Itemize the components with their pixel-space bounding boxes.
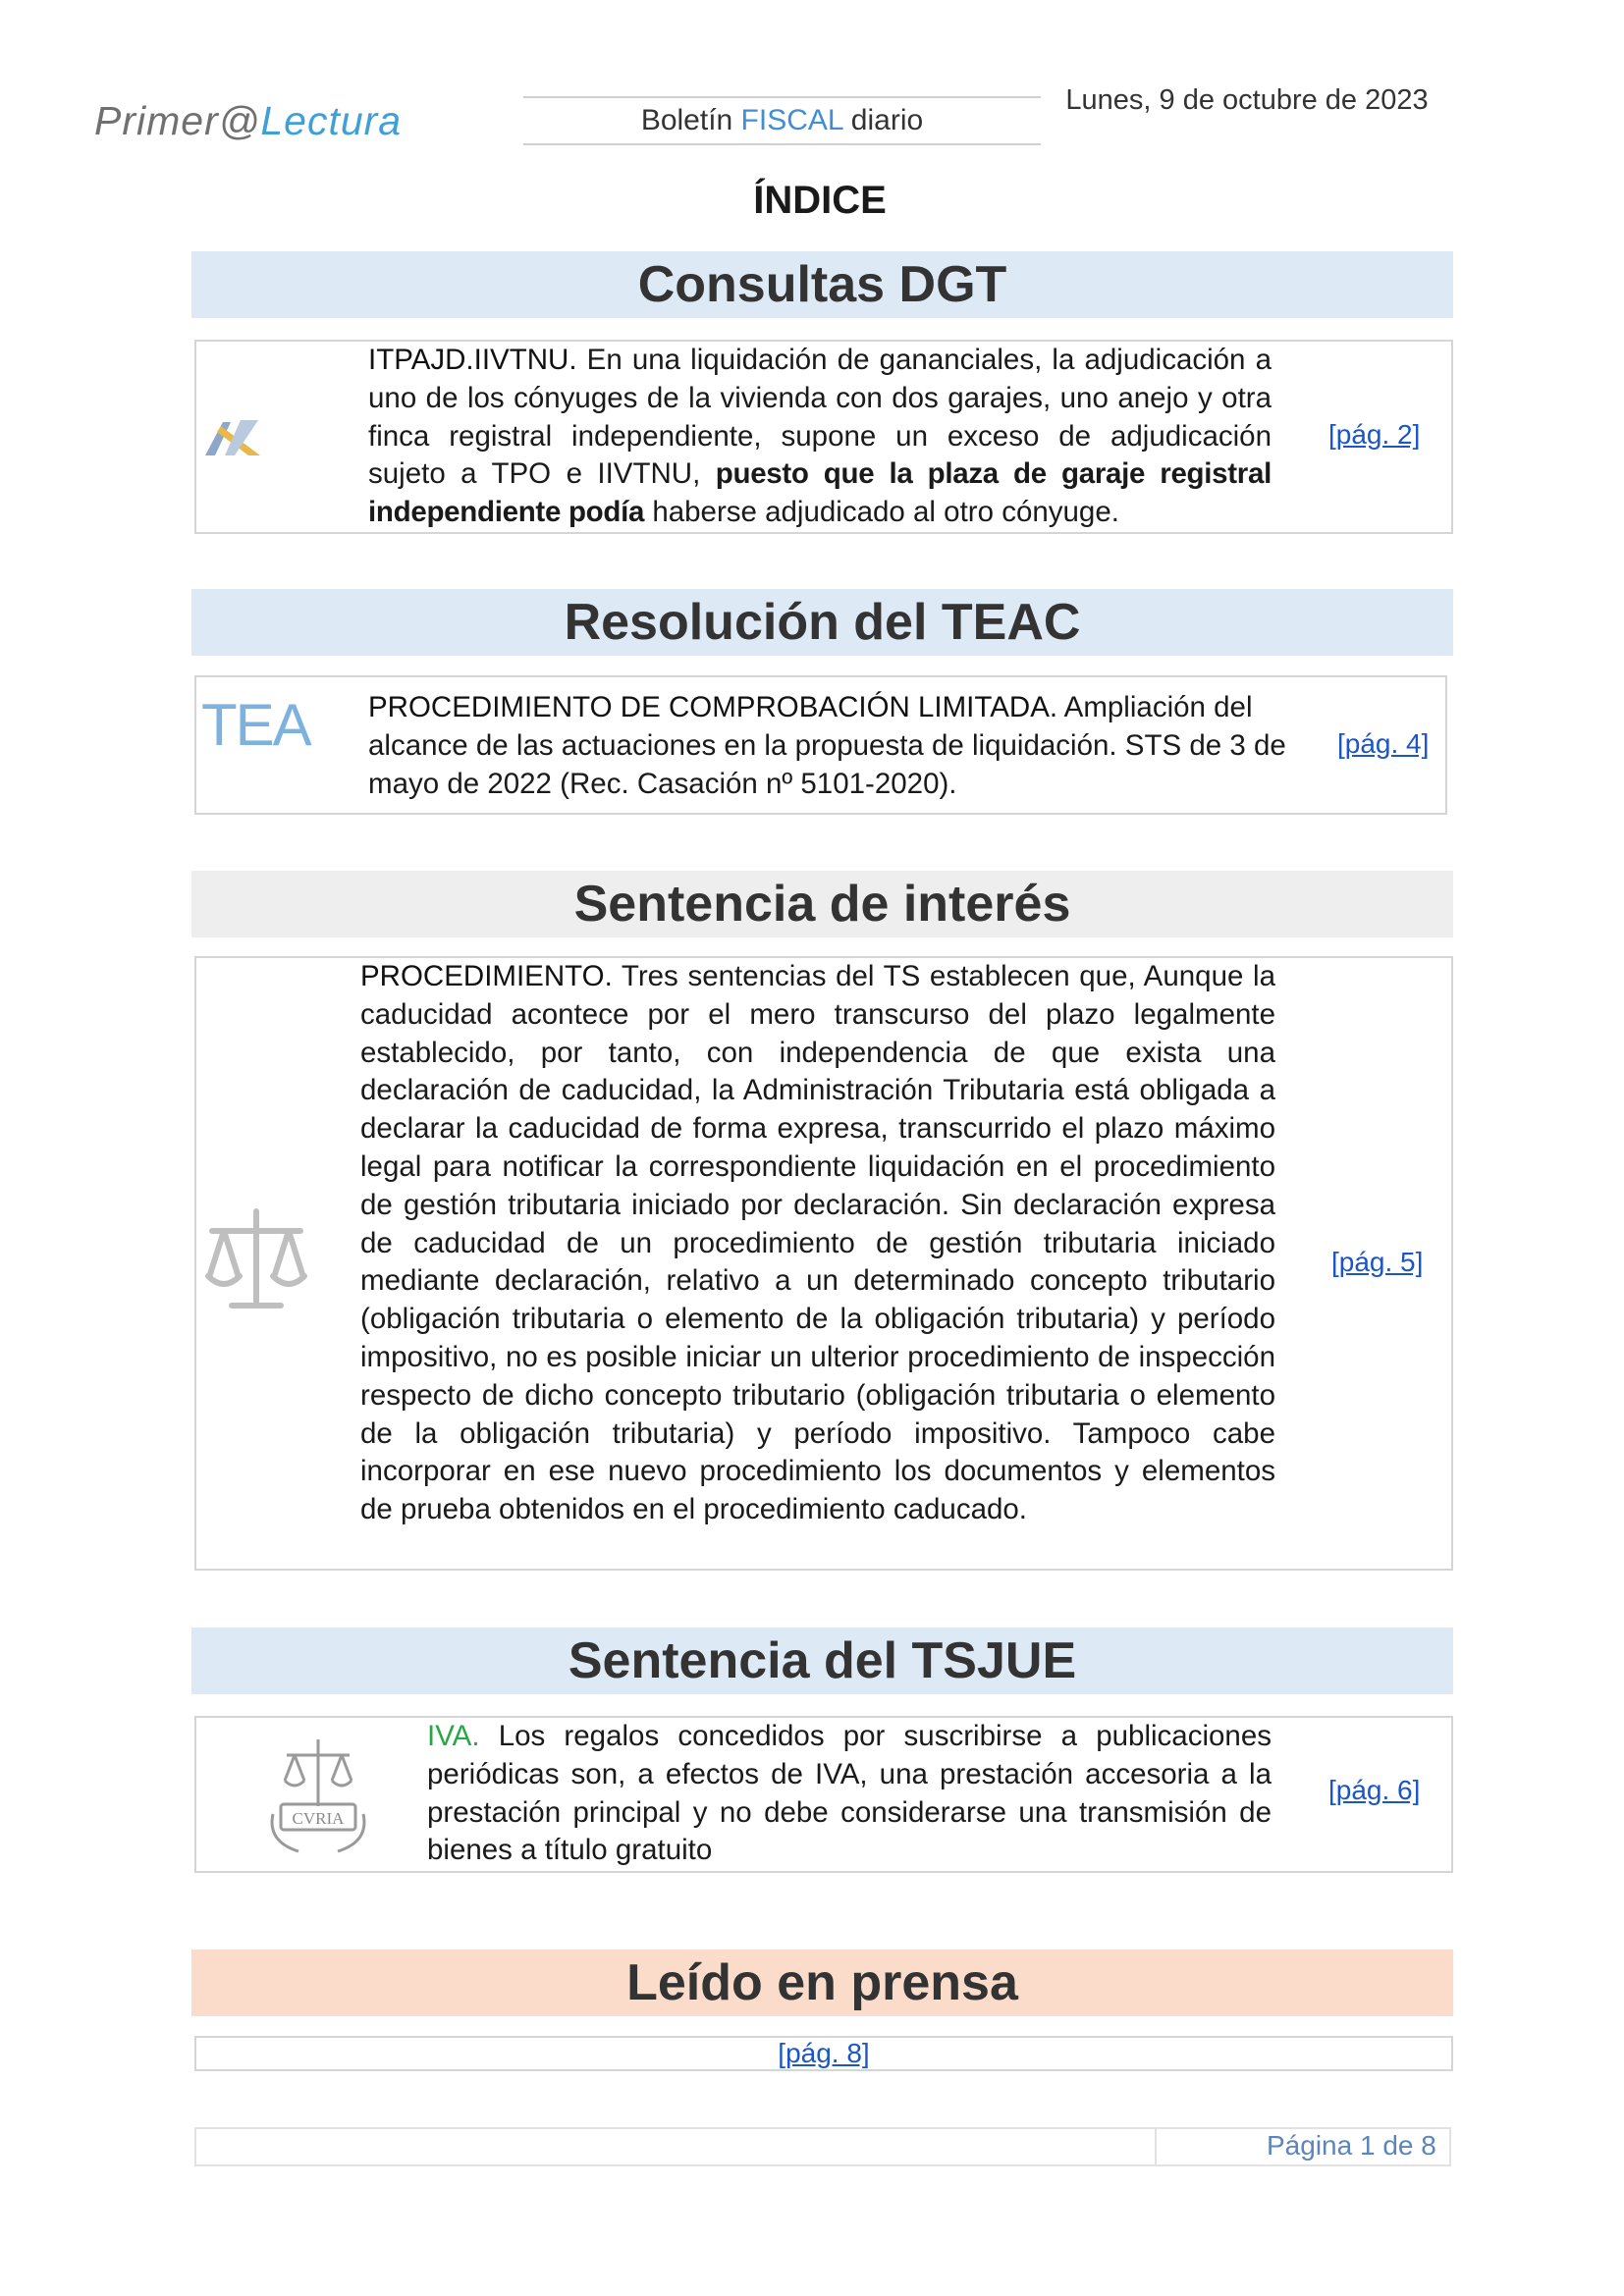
entry-dgt-emphasis: puesto que la plaza de garaje registral independiente podía [368, 457, 1272, 529]
bulletin-date: Lunes, 9 de octubre de 2023 [1065, 84, 1429, 116]
bulletin-suffix: diario [842, 104, 924, 136]
logo-part-2: Lectura [260, 98, 403, 143]
entry-tsjue-text [427, 1718, 1272, 1870]
entry-tsjue-body: Los regalos concedidos por suscribirse a publicaciones periódicas son, a efectos de IVA, una prestación accesoria a la prestación principal y no debe considerarse una transmisión de bienes a título gratuito [427, 1720, 1272, 1867]
entry-dgt-lead: ITPAJD.IIVTNU. [368, 344, 577, 376]
section-header-interes: Sentencia de interés [191, 871, 1453, 937]
entry-interes-lead: PROCEDIMIENTO. [360, 960, 613, 992]
entry-interes [194, 956, 1453, 1571]
entry-dgt-text [368, 342, 1272, 532]
curia-seal-icon [259, 1734, 377, 1857]
logo-part-1: Primer@ [94, 98, 261, 143]
entry-dgt [194, 340, 1453, 534]
primera-lectura-logo [94, 98, 402, 144]
entry-teac-body: Ampliación del alcance de las actuaciones en la propuesta de liquidación. STS de 3 de mayo de 2022 (Rec. Casación nº 5101-2020). [368, 691, 1286, 800]
entry-interes-body: Tres sentencias del TS establecen que, Aunque la caducidad acontece por el mero transcurso del plazo legalmente establecido, por tanto, con independencia de que exista una declaración de caducidad, la Administración Tributaria está obligada a declarar la caducidad de forma expresa, transcurrido el plazo máximo legal para notificar la correspondiente liquidación en el procedimiento de gestión tributaria iniciado por declaración. Sin declaración expresa de caducidad de un procedimiento de gestión tributaria iniciado mediante declaración, relativo a un determinado concepto tributario (obligación tributaria o elemento de la obligación tributaria) y período impositivo, no es posible iniciar un ulterior procedimiento de inspección respecto de dicho concepto tributario (obligación tributaria o elemento de la obligación tributaria) y período impositivo. Tampoco cabe incorporar en ese nuevo procedimiento los documentos y elementos de prueba obtenidos en el procedimiento caducado. [360, 960, 1275, 1526]
entry-teac-text [368, 689, 1301, 803]
entry-dgt-body: En una liquidación de gananciales, la adjudicación a uno de los cónyuges de la vivienda con dos garajes, uno anejo y otra finca registral independiente, supone un exceso de adjudicación sujeto a TPO e IIVTNU, [368, 344, 1272, 491]
curia-seal-text: CVRIA [292, 1809, 345, 1828]
index-title: ÍNDICE [753, 179, 887, 222]
page-link-teac[interactable]: [pág. 4] [1337, 728, 1430, 759]
section-header-teac: Resolución del TEAC [191, 589, 1453, 656]
entry-teac [194, 675, 1447, 815]
tea-logo-icon: TEA [201, 692, 310, 758]
page-link-prensa[interactable]: [pág. 8] [778, 2038, 870, 2068]
bulletin-prefix: Boletín [640, 104, 741, 136]
section-header-dgt: Consultas DGT [191, 251, 1453, 318]
entry-interes-text [360, 958, 1275, 1529]
entry-teac-lead: PROCEDIMIENTO DE COMPROBACIÓN LIMITADA. [368, 691, 1058, 723]
footer-divider [1155, 2129, 1157, 2164]
section-header-prensa: Leído en prensa [191, 1949, 1453, 2016]
section-header-tsjue: Sentencia del TSJUE [191, 1628, 1453, 1694]
bulletin-fiscal: FISCAL [740, 104, 843, 136]
entry-dgt-tail: haberse adjudicado al otro cónyuge. [644, 496, 1119, 529]
footer-box [194, 2127, 1451, 2166]
entry-tsjue-lead: IVA. [427, 1720, 480, 1752]
page-link-dgt[interactable]: [pág. 2] [1328, 419, 1421, 450]
entry-prensa [194, 2036, 1453, 2071]
page-link-tsjue[interactable]: [pág. 6] [1328, 1775, 1421, 1805]
page-link-interes[interactable]: [pág. 5] [1331, 1247, 1424, 1277]
aeat-logo-icon [201, 412, 266, 461]
page-number: Página 1 de 8 [1267, 2130, 1436, 2161]
bulletin-title [523, 96, 1041, 145]
scales-icon [202, 1203, 310, 1313]
entry-tsjue [194, 1716, 1453, 1873]
